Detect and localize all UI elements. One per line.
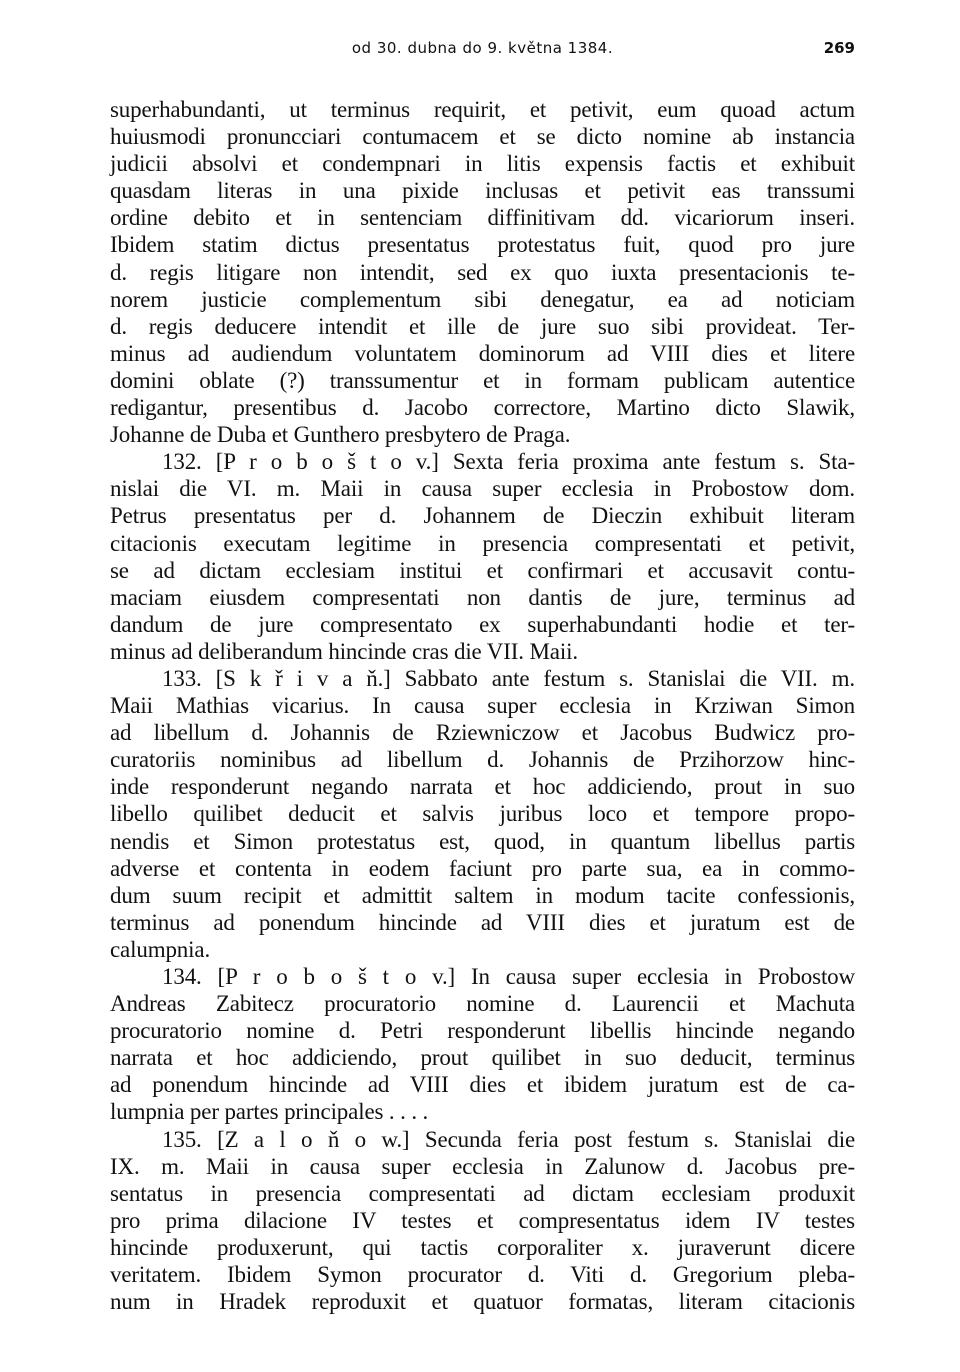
text-line: superhabundanti, ut terminus requirit, et petivit, eum quoad actum (110, 97, 855, 122)
text-line: procuratorio nomine d. Petri responderunt libellis hincinde negando (110, 1018, 855, 1044)
text-line: dandum de jure compresentato ex superhabundanti hodie et ter- (110, 611, 855, 637)
text-line: pro prima dilacione IV testes et compresentatus idem IV testes (110, 1207, 855, 1233)
text-line: Ibidem statim dictus presentatus protestatus fuit, quod pro jure (110, 232, 855, 258)
text-line: Petrus presentatus per d. Johannem de Dieczin exhibuit literam (110, 503, 855, 529)
text-line: lumpnia per partes principales . . . . (110, 1099, 429, 1125)
text-line: ad libellum d. Johannis de Rziewniczow et Jacobus Budwicz pro- (110, 720, 855, 746)
text-line: curatoriis nominibus ad libellum d. Johannis de Przihorzow hinc- (110, 747, 855, 773)
text-line: quasdam literas in una pixide inclusas et petivit eas transsumi (110, 178, 855, 204)
text-line: 134. [P r o b o š t o v.] In causa super ecclesia in Probostow (162, 964, 855, 989)
text-line: ordine debito et in sentenciam diffinitivam dd. vicariorum inseri. (110, 205, 855, 231)
body-text (110, 96, 855, 1315)
text-line: nislai die VI. m. Maii in causa super ecclesia in Probostow dom. (110, 476, 855, 502)
running-title: od 30. dubna do 9. května 1384. (351, 39, 614, 57)
text-line: 132. [P r o b o š t o v.] Sexta feria proxima ante festum s. Sta- (162, 449, 855, 475)
text-line: dum suum recipit et admittit saltem in modum tacite confessionis, (110, 882, 855, 908)
text-line: IX. m. Maii in causa super ecclesia in Zalunow d. Jacobus pre- (110, 1153, 855, 1179)
text-line: sentatus in presencia compresentati ad dictam ecclesiam produxit (110, 1180, 855, 1206)
text-line: d. regis deducere intendit et ille de jure suo sibi provideat. Ter- (110, 313, 855, 339)
text-line: judicii absolvi et condempnari in litis expensis factis et exhibuit (110, 151, 855, 177)
text-line: se ad dictam ecclesiam institui et confirmari et accusavit contu- (110, 557, 855, 583)
text-line: inde responderunt negando narrata et hoc addiciendo, prout in suo (110, 774, 855, 800)
text-line: adverse et contenta in eodem faciunt pro parte sua, ea in commo- (110, 855, 855, 881)
text-line: redigantur, presentibus d. Jacobo correctore, Martino dicto Slawik, (110, 395, 855, 421)
text-line: Johanne de Duba et Gunthero presbytero de Praga. (110, 422, 571, 448)
text-line: 133. [S k ř i v a ň.] Sabbato ante festum s. Stanislai die VII. m. (162, 665, 855, 691)
text-line: calumpnia. (110, 936, 211, 962)
text-line: Andreas Zabitecz procuratorio nomine d. Laurencii et Machuta (110, 991, 855, 1017)
text-line: citacionis executam legitime in presencia compresentati et petivit, (110, 530, 855, 556)
text-line: maciam eiusdem compresentati non dantis de jure, terminus ad (110, 584, 855, 610)
text-line: 135. [Z a l o ň o w.] Secunda feria post festum s. Stanislai die (162, 1126, 855, 1152)
text-line: libello quilibet deducit et salvis juribus loco et tempore propo- (110, 801, 855, 827)
text-line: minus ad audiendum voluntatem dominorum ad VIII dies et litere (110, 340, 855, 366)
text-line: norem justicie complementum sibi denegatur, ea ad noticiam (110, 286, 855, 312)
text-line: huiusmodi pronuncciari contumacem et se dicto nomine ab instancia (110, 124, 855, 150)
text-line: Maii Mathias vicarius. In causa super ecclesia in Krziwan Simon (110, 693, 855, 719)
text-line: narrata et hoc addiciendo, prout quilibet in suo deducit, terminus (110, 1045, 855, 1071)
text-line: ad ponendum hincinde ad VIII dies et ibidem juratum est de ca- (110, 1072, 855, 1098)
text-line: nendis et Simon protestatus est, quod, in quantum libellus partis (110, 828, 855, 854)
page-number: 269 (823, 39, 855, 57)
running-header (110, 36, 855, 60)
text-line: domini oblate (?) transsumentur et in formam publicam autentice (110, 367, 855, 393)
text-line: d. regis litigare non intendit, sed ex quo iuxta presentacionis te- (110, 259, 855, 285)
text-line: veritatem. Ibidem Symon procurator d. Viti d. Gregorium pleba- (110, 1262, 855, 1288)
text-line: minus ad deliberandum hincinde cras die VII. Maii. (110, 638, 578, 664)
text-line: hincinde produxerunt, qui tactis corporaliter x. juraverunt dicere (110, 1234, 855, 1260)
text-line: num in Hradek reproduxit et quatuor formatas, literam citacionis (110, 1289, 855, 1315)
text-line: terminus ad ponendum hincinde ad VIII dies et juratum est de (110, 909, 855, 935)
